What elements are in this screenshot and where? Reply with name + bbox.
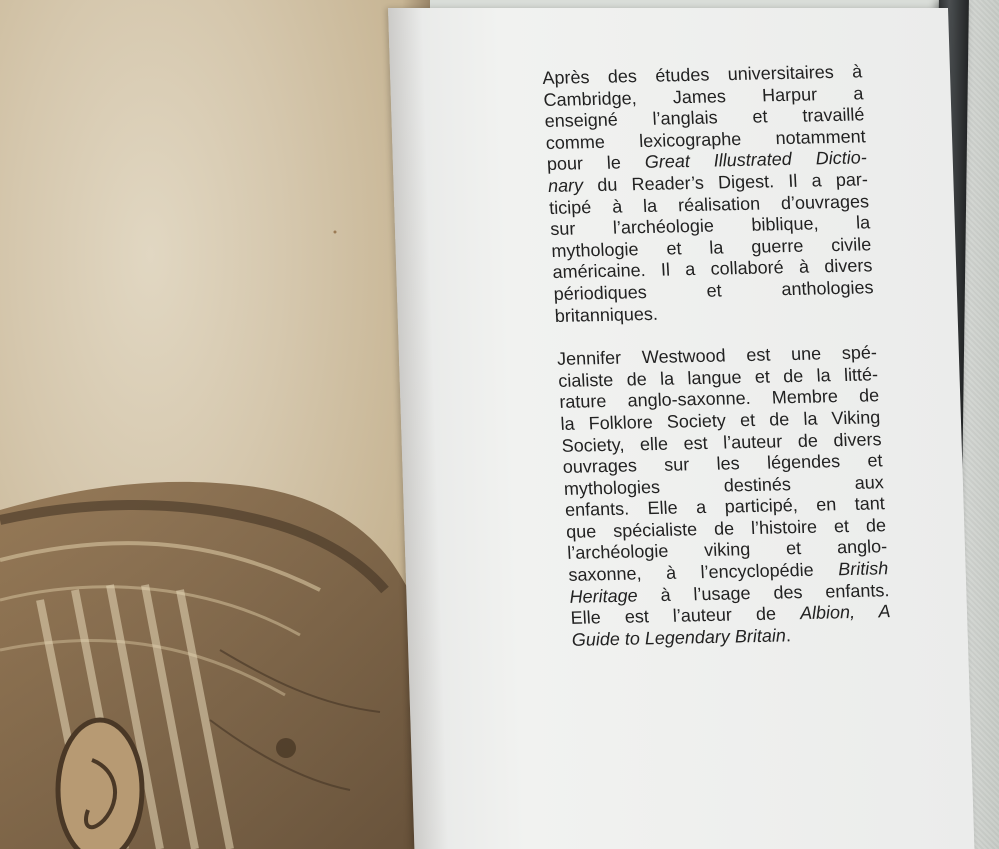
body-text: saxonne, à l’encyclopédie <box>567 559 839 585</box>
paragraph2-line: Jennifer Westwood est une spé- <box>556 342 878 370</box>
james-harpur-paragraph <box>542 61 875 327</box>
body-text: à l’usage des enfants. <box>637 579 890 606</box>
body-text: pour le <box>546 152 646 175</box>
body-text: du Reader’s Digest. Il a par- <box>582 169 869 196</box>
author-biography-text <box>542 61 893 673</box>
paragraph1-line: Cambridge, James Harpur a <box>543 82 864 110</box>
body-text: Elle est l’auteur de <box>570 603 801 629</box>
paragraph1-line: ticipé à la réalisation d’ouvrages <box>548 190 870 218</box>
paragraph2-line: ouvrages sur les légendes et <box>562 450 884 478</box>
paragraph2-line: l’archéologie viking et anglo- <box>566 536 888 564</box>
ear <box>58 720 142 849</box>
sepia-etching-illustration <box>0 0 430 849</box>
paragraph2-line: mythologies destinés aux <box>563 471 885 499</box>
paragraph2-line: que spécialiste de l’histoire et de <box>565 515 887 542</box>
paragraph2-line: enfants. Elle a participé, en tant <box>564 493 886 521</box>
right-book-page <box>388 8 974 849</box>
italic-title-text: Guide to Legendary Britain <box>571 625 787 650</box>
paragraph1-line: mythologie et la guerre civile <box>550 234 872 261</box>
body-text: . <box>785 625 792 646</box>
paragraph1-line: sur l’archéologie biblique, la <box>549 212 871 240</box>
paragraph2-line: la Folklore Society et de la Viking <box>559 407 881 434</box>
paragraph2-line: cialiste de la langue et de la litté- <box>557 363 879 391</box>
paragraph2-line: rature anglo-saxonne. Membre de <box>558 385 880 413</box>
paragraph2-line: Society, elle est l’auteur de divers <box>561 428 882 456</box>
paragraph1-line: enseigné l’anglais et travaillé <box>544 104 865 132</box>
italic-title-text: Albion, A <box>799 601 891 624</box>
illustrated-left-page <box>0 0 430 849</box>
italic-title-text: British <box>837 558 889 580</box>
paragraph1-line: Après des études universitaires à <box>541 61 863 88</box>
italic-title-text: nary <box>547 175 584 196</box>
paragraph1-line: britanniques. <box>554 303 659 326</box>
paragraph1-line: comme lexicographe notamment <box>545 126 867 153</box>
italic-title-text: Heritage <box>569 585 639 607</box>
paragraph1-line: périodiques et anthologies <box>553 277 874 304</box>
jennifer-westwood-paragraph <box>557 342 893 651</box>
italic-title-text: Great Illustrated Dictio- <box>644 147 868 173</box>
paragraph1-line: américaine. Il a collaboré à divers <box>552 255 873 283</box>
